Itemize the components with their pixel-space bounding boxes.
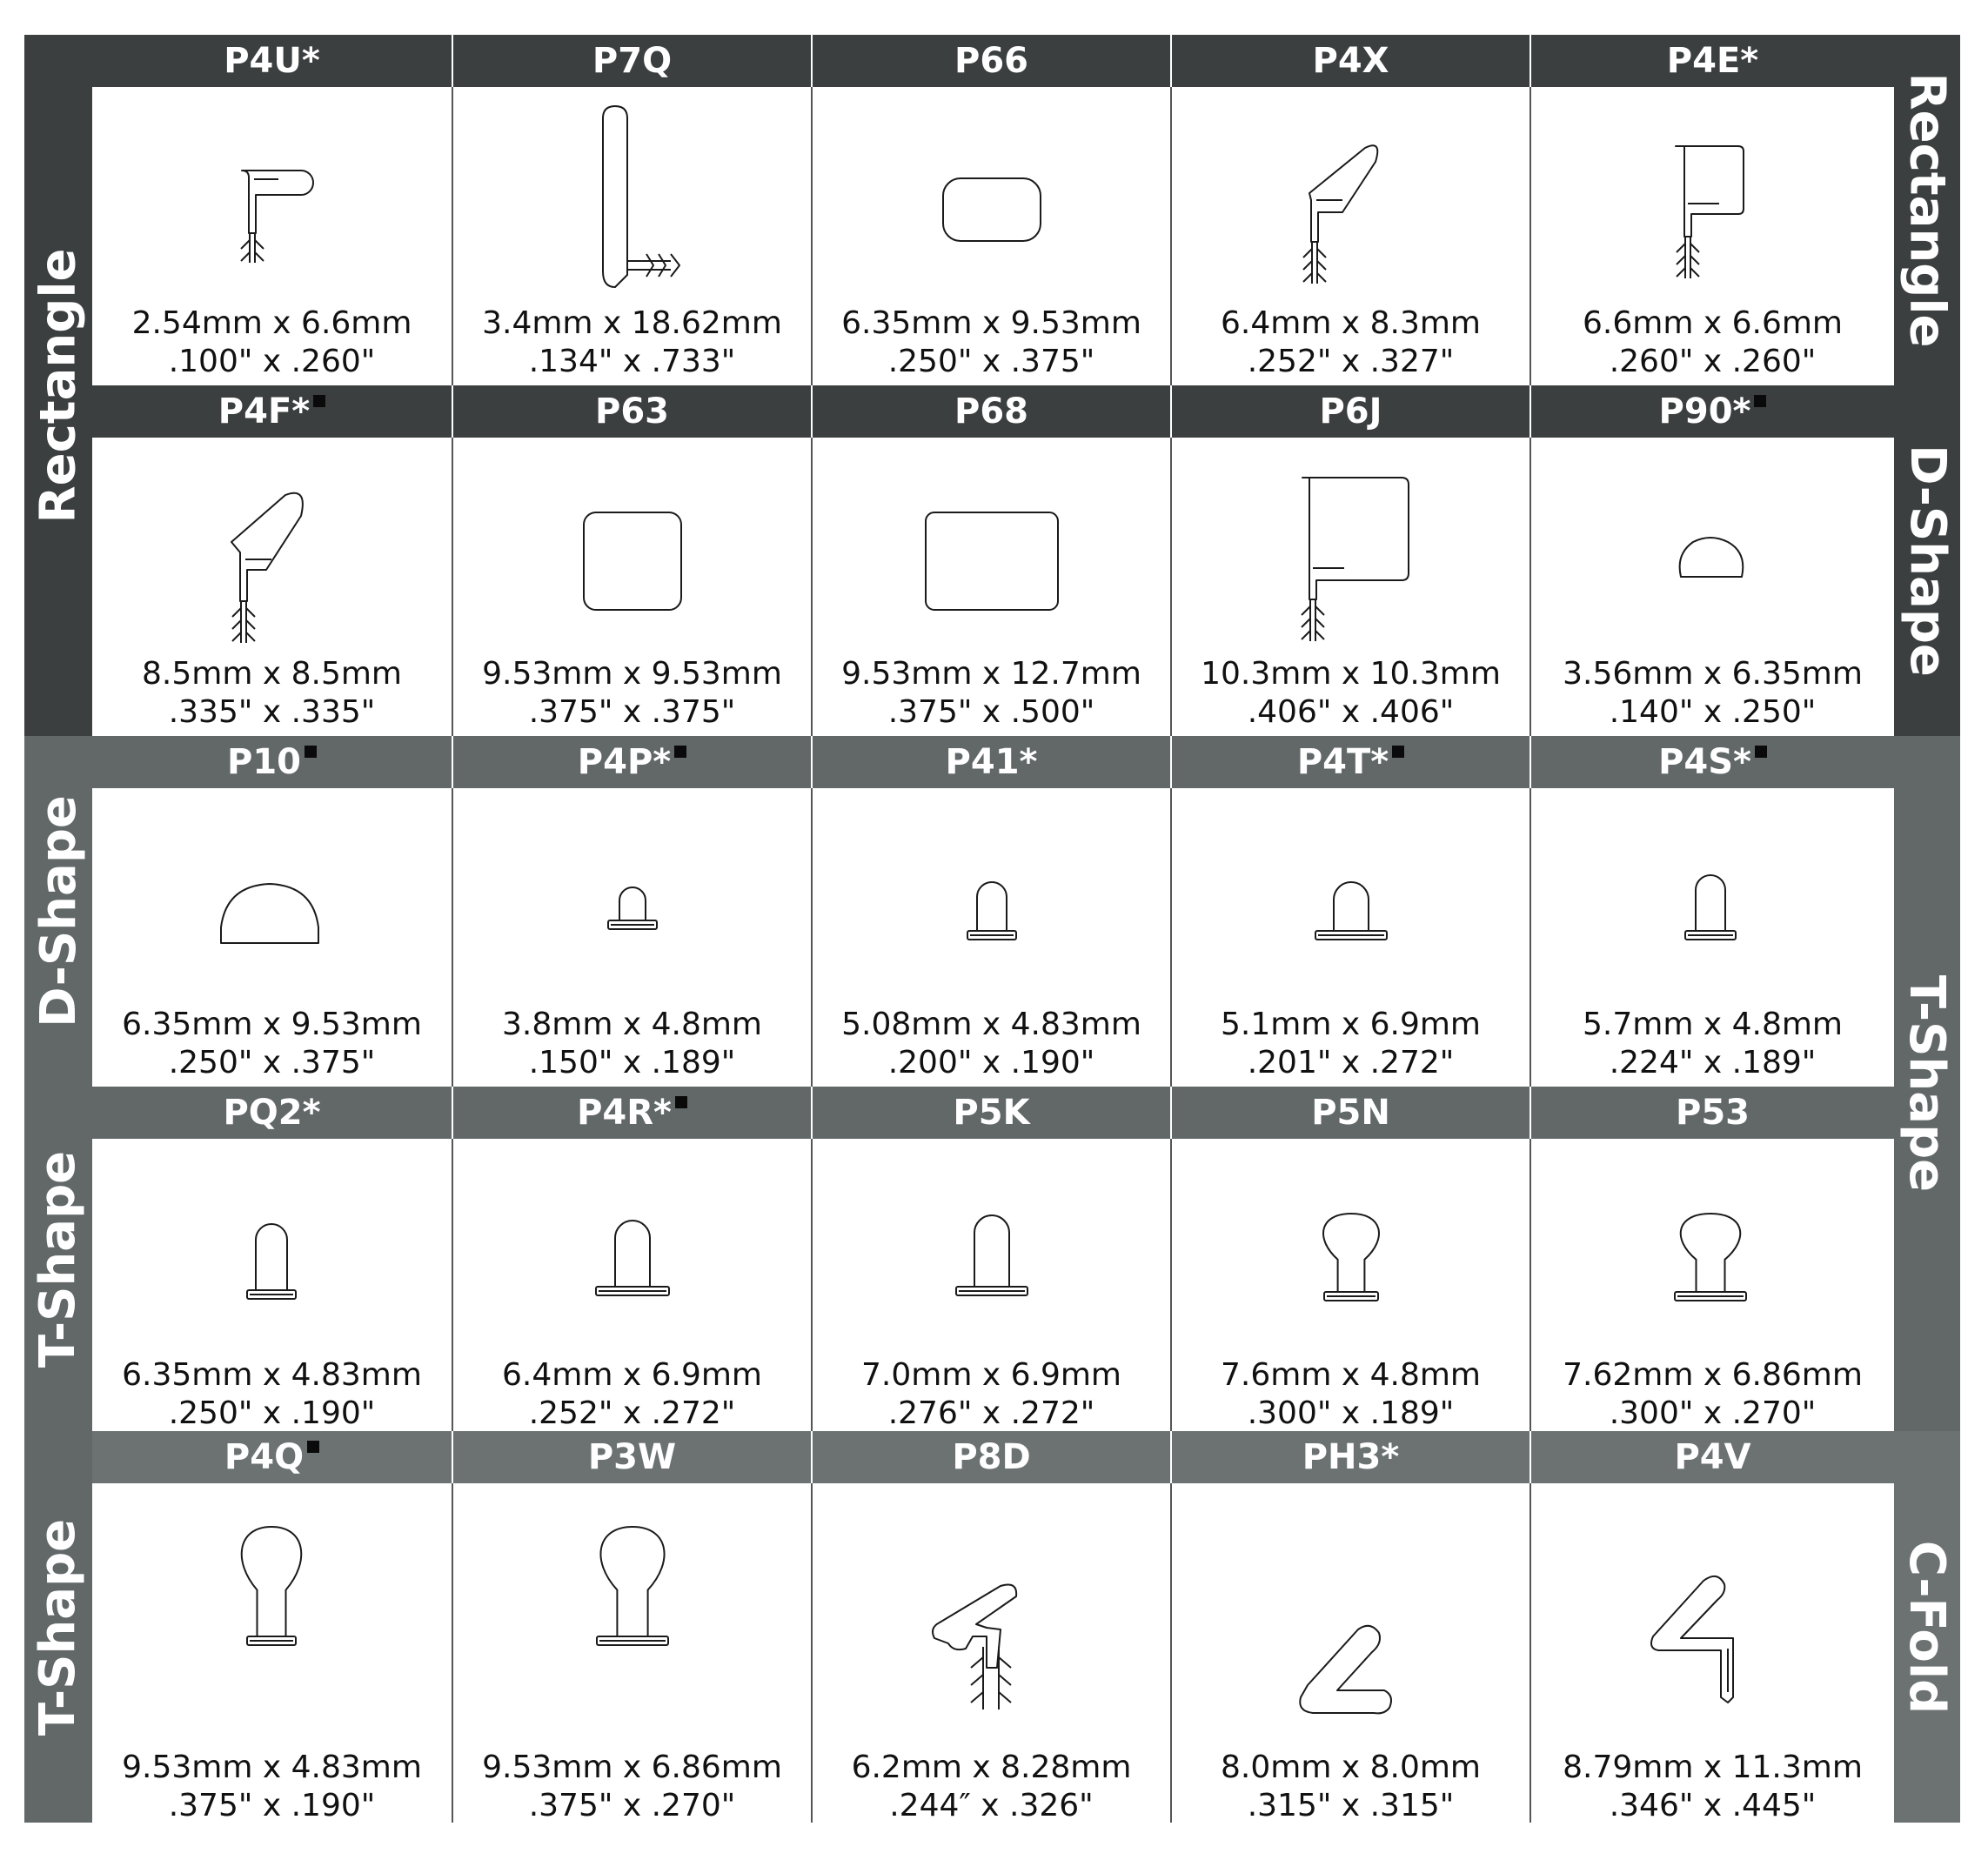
imperial-dimensions: .250" x .375" xyxy=(168,1045,376,1081)
dimensions xyxy=(92,1006,452,1082)
profile-code-header xyxy=(452,35,811,87)
imperial-dimensions: .200" x .190" xyxy=(887,1045,1095,1081)
imperial-dimensions: .250" x .375" xyxy=(887,344,1095,379)
profile-cell xyxy=(1529,1139,1894,1431)
dimensions xyxy=(453,1356,811,1433)
left-label-t-shape: T-Shape xyxy=(24,1087,92,1431)
metric-dimensions: 5.08mm x 4.83mm xyxy=(841,1007,1141,1042)
dimensions xyxy=(92,655,452,732)
profile-code-header xyxy=(811,736,1170,788)
note-marker-icon xyxy=(675,1096,687,1108)
profile-cell xyxy=(1170,1139,1529,1431)
profile-code: P90* xyxy=(1658,391,1751,432)
profile-code: P4R* xyxy=(577,1093,672,1133)
dimensions xyxy=(453,304,811,381)
profile-code-header xyxy=(92,1431,452,1483)
imperial-dimensions: .335" x .335" xyxy=(168,694,376,730)
dimensions xyxy=(813,1749,1170,1825)
metric-dimensions: 5.1mm x 6.9mm xyxy=(1221,1007,1481,1042)
right-label-d-shape: D-Shape xyxy=(1894,385,1960,736)
dimensions xyxy=(1172,1749,1529,1825)
profile-code: P4T* xyxy=(1296,742,1389,782)
profile-code: P10 xyxy=(227,742,301,782)
profile-code-header xyxy=(452,385,811,438)
left-label-rectangle: Rectangle xyxy=(24,35,92,736)
profile-cell xyxy=(811,1139,1170,1431)
profile-cell xyxy=(92,1483,452,1823)
imperial-dimensions: .375" x .375" xyxy=(528,694,736,730)
imperial-dimensions: .300" x .189" xyxy=(1247,1395,1455,1431)
profile-code-header xyxy=(1529,385,1894,438)
metric-dimensions: 6.35mm x 9.53mm xyxy=(841,305,1141,341)
dimensions xyxy=(813,655,1170,732)
profile-code: PH3* xyxy=(1302,1437,1400,1477)
dimensions xyxy=(1172,1356,1529,1433)
imperial-dimensions: .375" x .190" xyxy=(168,1788,376,1823)
profile-code: P4S* xyxy=(1658,742,1751,782)
dimensions xyxy=(813,304,1170,381)
note-marker-icon xyxy=(674,746,686,758)
profile-cell xyxy=(452,438,811,736)
profile-code-header xyxy=(1170,385,1529,438)
profile-cell xyxy=(1529,1483,1894,1823)
profile-code-header xyxy=(92,385,452,438)
dimensions xyxy=(1531,1006,1894,1082)
metric-dimensions: 6.35mm x 4.83mm xyxy=(122,1357,422,1393)
profile-cell xyxy=(452,788,811,1087)
profile-code: P8D xyxy=(952,1437,1031,1477)
dimensions xyxy=(1531,1749,1894,1825)
profile-code: P68 xyxy=(954,391,1028,432)
metric-dimensions: 5.7mm x 4.8mm xyxy=(1583,1007,1843,1042)
dimensions xyxy=(453,655,811,732)
imperial-dimensions: .252" x .327" xyxy=(1247,344,1455,379)
profile-cell xyxy=(811,788,1170,1087)
profile-code-header xyxy=(452,1087,811,1139)
metric-dimensions: 8.79mm x 11.3mm xyxy=(1563,1750,1863,1785)
imperial-dimensions: .346" x .445" xyxy=(1609,1788,1817,1823)
imperial-dimensions: .300" x .270" xyxy=(1609,1395,1817,1431)
profile-code-header xyxy=(1529,1431,1894,1483)
profile-code: P5K xyxy=(953,1093,1030,1133)
dimensions xyxy=(92,1749,452,1825)
profile-cell xyxy=(1529,788,1894,1087)
right-label-t-shape: T-Shape xyxy=(1894,736,1960,1431)
metric-dimensions: 9.53mm x 9.53mm xyxy=(482,656,782,692)
dimensions xyxy=(453,1006,811,1082)
dimensions xyxy=(1172,655,1529,732)
metric-dimensions: 8.5mm x 8.5mm xyxy=(142,656,402,692)
profile-cell xyxy=(1170,87,1529,385)
profile-code-header xyxy=(811,1431,1170,1483)
profile-code: P4Q xyxy=(224,1437,305,1477)
profile-cell xyxy=(452,1483,811,1823)
profile-code-header xyxy=(811,1087,1170,1139)
profile-code-header xyxy=(92,736,452,788)
metric-dimensions: 6.4mm x 8.3mm xyxy=(1221,305,1481,341)
note-marker-icon xyxy=(1754,395,1766,407)
note-marker-icon xyxy=(313,395,325,407)
metric-dimensions: 7.62mm x 6.86mm xyxy=(1563,1357,1863,1393)
imperial-dimensions: .224" x .189" xyxy=(1609,1045,1817,1081)
dimensions xyxy=(92,304,452,381)
metric-dimensions: 2.54mm x 6.6mm xyxy=(131,305,412,341)
imperial-dimensions: .134" x .733" xyxy=(528,344,736,379)
metric-dimensions: 10.3mm x 10.3mm xyxy=(1201,656,1501,692)
profile-cell xyxy=(92,1139,452,1431)
dimensions xyxy=(1531,1356,1894,1433)
note-marker-icon xyxy=(305,746,317,758)
imperial-dimensions: .260" x .260" xyxy=(1609,344,1817,379)
profile-code: P41* xyxy=(945,742,1038,782)
profile-cell xyxy=(1170,438,1529,736)
metric-dimensions: 6.35mm x 9.53mm xyxy=(122,1007,422,1042)
profile-code-header xyxy=(1170,736,1529,788)
imperial-dimensions: .406" x .406" xyxy=(1247,694,1455,730)
profile-code-header xyxy=(92,35,452,87)
profile-code-header xyxy=(1529,35,1894,87)
profile-code: P3W xyxy=(587,1437,677,1477)
dimensions xyxy=(1531,304,1894,381)
right-label-rectangle: Rectangle xyxy=(1894,35,1960,385)
profile-code: P53 xyxy=(1676,1093,1750,1133)
dimensions xyxy=(1172,304,1529,381)
note-marker-icon xyxy=(1392,746,1404,758)
profile-code: PQ2* xyxy=(223,1093,321,1133)
imperial-dimensions: .244″ x .326" xyxy=(889,1788,1094,1823)
profile-code-header xyxy=(1529,736,1894,788)
profile-cell xyxy=(452,87,811,385)
profile-cell xyxy=(811,1483,1170,1823)
profile-code: P63 xyxy=(595,391,669,432)
profile-code: P6J xyxy=(1319,391,1382,432)
profile-code-header xyxy=(92,1087,452,1139)
dimensions xyxy=(813,1356,1170,1433)
profile-code-header xyxy=(1170,35,1529,87)
profile-code: P7Q xyxy=(592,41,673,81)
imperial-dimensions: .201" x .272" xyxy=(1247,1045,1455,1081)
imperial-dimensions: .100" x .260" xyxy=(168,344,376,379)
metric-dimensions: 6.2mm x 8.28mm xyxy=(851,1750,1132,1785)
profile-cell xyxy=(1170,788,1529,1087)
profile-code: P4E* xyxy=(1666,41,1759,81)
profile-cell xyxy=(92,438,452,736)
imperial-dimensions: .315" x .315" xyxy=(1247,1788,1455,1823)
profile-code-header xyxy=(452,1431,811,1483)
profile-code: P4P* xyxy=(577,742,672,782)
profile-cell xyxy=(92,788,452,1087)
profile-cell xyxy=(92,87,452,385)
profile-code: P4F* xyxy=(218,391,311,432)
dimensions xyxy=(1531,655,1894,732)
note-marker-icon xyxy=(307,1441,319,1453)
metric-dimensions: 9.53mm x 6.86mm xyxy=(482,1750,782,1785)
right-label-c-fold: C-Fold xyxy=(1894,1431,1960,1823)
imperial-dimensions: .252" x .272" xyxy=(528,1395,736,1431)
dimensions xyxy=(1172,1006,1529,1082)
metric-dimensions: 3.8mm x 4.8mm xyxy=(502,1007,762,1042)
profile-cell xyxy=(811,87,1170,385)
metric-dimensions: 7.0mm x 6.9mm xyxy=(861,1357,1121,1393)
profile-code: P4V xyxy=(1674,1437,1751,1477)
metric-dimensions: 3.56mm x 6.35mm xyxy=(1563,656,1863,692)
profile-code-header xyxy=(452,736,811,788)
metric-dimensions: 9.53mm x 12.7mm xyxy=(841,656,1141,692)
profile-code: P4X xyxy=(1312,41,1389,81)
left-label-t-shape-2: T-Shape xyxy=(24,1431,92,1823)
left-label-d-shape: D-Shape xyxy=(24,736,92,1087)
imperial-dimensions: .375" x .500" xyxy=(887,694,1095,730)
metric-dimensions: 8.0mm x 8.0mm xyxy=(1221,1750,1481,1785)
imperial-dimensions: .375" x .270" xyxy=(528,1788,736,1823)
profile-cell xyxy=(1170,1483,1529,1823)
metric-dimensions: 6.4mm x 6.9mm xyxy=(502,1357,762,1393)
profile-code: P66 xyxy=(954,41,1028,81)
profile-cell xyxy=(1529,87,1894,385)
profile-code-header xyxy=(1170,1087,1529,1139)
dimensions xyxy=(813,1006,1170,1082)
profile-cell xyxy=(811,438,1170,736)
profile-cell xyxy=(452,1139,811,1431)
metric-dimensions: 3.4mm x 18.62mm xyxy=(482,305,782,341)
profile-code-header xyxy=(811,35,1170,87)
dimensions xyxy=(453,1749,811,1825)
note-marker-icon xyxy=(1755,746,1767,758)
profile-code: P4U* xyxy=(224,41,320,81)
dimensions xyxy=(92,1356,452,1433)
profile-code: P5N xyxy=(1311,1093,1390,1133)
profile-cell xyxy=(1529,438,1894,736)
profile-code-header xyxy=(811,385,1170,438)
imperial-dimensions: .250" x .190" xyxy=(168,1395,376,1431)
profile-code-header xyxy=(1170,1431,1529,1483)
profile-code-header xyxy=(1529,1087,1894,1139)
imperial-dimensions: .150" x .189" xyxy=(528,1045,736,1081)
metric-dimensions: 7.6mm x 4.8mm xyxy=(1221,1357,1481,1393)
metric-dimensions: 6.6mm x 6.6mm xyxy=(1583,305,1843,341)
imperial-dimensions: .276" x .272" xyxy=(887,1395,1095,1431)
metric-dimensions: 9.53mm x 4.83mm xyxy=(122,1750,422,1785)
imperial-dimensions: .140" x .250" xyxy=(1609,694,1817,730)
